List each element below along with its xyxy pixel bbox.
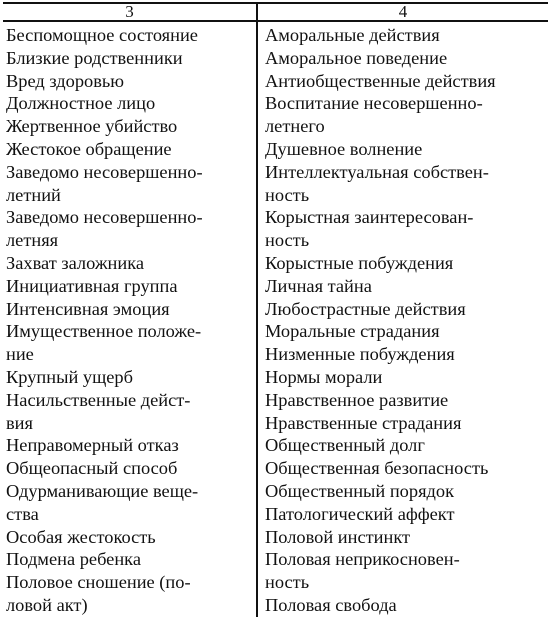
column-header-3: 3 — [3, 3, 257, 21]
column-4-line: Корыстная заинтересован- — [265, 207, 474, 228]
column-4-line: ность — [265, 572, 310, 593]
table-row — [3, 21, 548, 617]
column-3-line: Неправомерный отказ — [6, 435, 179, 456]
column-4-cell — [257, 21, 548, 617]
column-3-lines — [3, 22, 256, 617]
column-3-line: ние — [6, 344, 34, 365]
column-4-line: Общественный порядок — [265, 480, 455, 501]
column-3-line: Одурманивающие веще- — [6, 480, 199, 501]
column-3-line: Захват заложника — [6, 252, 145, 273]
column-3-line: Насильственные дейст- — [6, 389, 191, 410]
column-3-cell — [3, 21, 257, 617]
column-3-line: Подмена ребенка — [6, 549, 142, 570]
column-4-line: ность — [265, 184, 310, 205]
column-3-line: Половое сношение (по- — [6, 572, 191, 593]
column-4-line: Половая свобода — [265, 594, 397, 615]
column-3-line: Жестокое обращение — [6, 138, 172, 159]
column-4-line: Антиобщественные действия — [265, 70, 496, 91]
column-3-line: Инициативная группа — [6, 275, 178, 296]
column-3-line: Беспомощное состояние — [6, 25, 198, 45]
column-3-line: Вред здоровью — [6, 70, 125, 91]
column-4-line: Личная тайна — [265, 275, 372, 296]
column-4-line: Низменные побуждения — [265, 344, 455, 365]
column-4-line: Патологический аффект — [265, 503, 455, 524]
column-3-line: ловой акт) — [6, 594, 88, 615]
column-4-line: Интеллектуальная собствен- — [265, 161, 489, 182]
column-4-line: Аморальные действия — [265, 25, 440, 45]
column-4-line: Нравственные страдания — [265, 412, 462, 433]
column-4-line: летнего — [265, 116, 325, 137]
column-3-line: Общеопасный способ — [6, 458, 178, 479]
column-3-line: Крупный ущерб — [6, 366, 133, 387]
column-4-line: Общественный долг — [265, 435, 425, 456]
column-3-line: Близкие родственники — [6, 47, 183, 68]
column-3-line: вия — [6, 412, 33, 433]
column-3-line: Заведомо несовершенно- — [6, 161, 203, 182]
column-4-line: Нравственное развитие — [265, 389, 449, 410]
column-4-line: Любострастные действия — [265, 298, 466, 319]
header-row — [3, 3, 548, 21]
column-4-line: Нормы морали — [265, 366, 383, 387]
table-body — [3, 21, 548, 617]
column-4-line: Душевное волнение — [265, 138, 423, 159]
column-4-line: Аморальное поведение — [265, 47, 448, 68]
column-3-line: Должностное лицо — [6, 93, 156, 114]
table-header — [3, 3, 548, 21]
column-3-line: Особая жестокость — [6, 526, 156, 547]
column-4-line: Общественная безопасность — [265, 458, 489, 479]
column-4-line: Моральные страдания — [265, 321, 440, 342]
column-3-line: летний — [6, 184, 61, 205]
column-3-line: Имущественное положе- — [6, 321, 202, 342]
column-3-line: летняя — [6, 230, 59, 251]
column-4-line: ность — [265, 230, 310, 251]
terms-table — [3, 2, 548, 617]
column-4-lines — [258, 22, 548, 617]
column-3-line: ства — [6, 503, 39, 524]
column-4-line: Половой инстинкт — [265, 526, 411, 547]
column-4-line: Воспитание несовершенно- — [265, 93, 483, 114]
column-header-4: 4 — [257, 3, 548, 21]
column-3-line: Жертвенное убийство — [6, 116, 178, 137]
column-3-line: Заведомо несовершенно- — [6, 207, 203, 228]
column-4-line: Половая неприкосновен- — [265, 549, 460, 570]
column-4-line: Корыстные побуждения — [265, 252, 454, 273]
column-3-line: Интенсивная эмоция — [6, 298, 170, 319]
